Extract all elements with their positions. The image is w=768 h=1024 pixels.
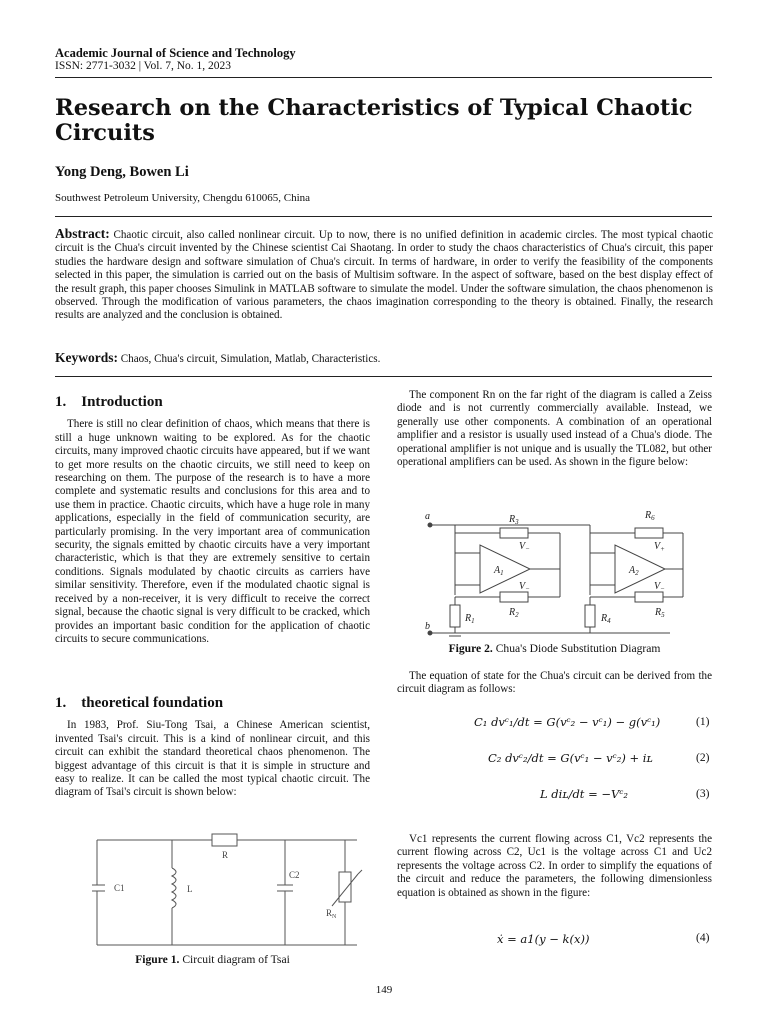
fig2-r5: $R_5$	[655, 607, 665, 619]
figure-2-caption	[397, 642, 712, 655]
fig2-r1: $R_1$	[465, 613, 475, 625]
authors: Yong Deng, Bowen Li	[55, 164, 189, 180]
section-heading-theory: 1. theoretical foundation	[55, 695, 224, 711]
right-paragraph-1: The component Rn on the far right of the diagram is called a Zeiss diode and is not currently commercially available. Instead, we generally use other components. A combination of an operational amplifier and a resistor is usually used instead of a Chua's diode. The operational amplifier is not unique and is usually the TL082, but other operational amplifiers can be used. As shown in the figure below:	[397, 389, 712, 469]
figure-1-caption	[55, 953, 370, 966]
fig2-r3: $R_3$	[509, 514, 519, 526]
equation-2-number: (2)	[696, 752, 710, 764]
right-column-para1	[397, 389, 712, 469]
affiliation: Southwest Petroleum University, Chengdu 610065, China	[55, 192, 311, 204]
keywords-rule	[55, 376, 712, 377]
title-rule	[55, 216, 712, 217]
fig2-r4: $R_4$	[601, 613, 611, 625]
equation-1: C₁ dvᶜ₁/dt = G(vᶜ₂ − vᶜ₁) − g(vᶜ₁)	[474, 715, 661, 729]
theory-paragraph: In 1983, Prof. Siu-Tong Tsai, a Chinese American scientist, invented Tsai's circuit. This is a kind of nonlinear circuit, and this circuit can exhibit the standard theoretical chaos phenomenon. The biggest advantage of this circuit is that it is simple in structure and easy to realize. It can be called the most typical chaotic circuit. The diagram of Tsai's circuit is shown below:	[55, 719, 370, 799]
fig2-node-b: b	[425, 621, 430, 632]
fig2-a1: $A_1$	[494, 565, 504, 577]
journal-name: Academic Journal of Science and Technology	[55, 46, 296, 60]
page-number: 149	[375, 984, 393, 996]
section-heading-introduction: 1. Introduction	[55, 394, 163, 410]
introduction-paragraph: There is still no clear definition of chaos, which means that there is still a huge unknown waiting to be explored. As for the chaotic circuits, many improved chaotic circuits have appeared, but if we want to get more results on the chaotic circuits, we still need to keep on researching on them. The purpose of the research is to have a more complete and systematic results and conclusions for this area and to use them in practice. Chaotic circuits, which have a huge role in many applications, especially in the field of communication security, are particularly promising. In the very important area of communication security, the signals emitted by chaotic circuits have a very important characteristic, which is that they are extremely sensitive to certain conditions. Signals modulated by chaotic circuits as carriers have similar sensitivity. Therefore, even if the modulated chaotic signal is received by a non-receiver, it is very difficult to receive the correct signal, because the chaotic signal is very difficult to be cracked, which provides an important basic condition for the application of chaotic circuits to secure communications.	[55, 418, 370, 645]
header-rule	[55, 77, 712, 78]
keywords	[55, 350, 713, 366]
fig2-vminus-3: $V_-$	[654, 581, 665, 593]
right-column-para3	[397, 833, 712, 900]
figure-1-circuit	[92, 830, 382, 952]
equation-1-number: (1)	[696, 716, 710, 728]
abstract-text: Chaotic circuit, also called nonlinear circuit. Up to now, there is no unified definition in academic circles. The most typical chaotic circuit is the Chua's circuit invented by the Chinese scientist Cai Shaotang. In order to study the chaos characteristics of Chua's circuit, this paper studies the hardware design and software simulation of Chua's circuit. In terms of hardware, in order to verify the feasibility of the components selected in this paper, the simulation is carried out on the basis of Multisim software. In the aspect of software, based on the best display effect of the result graph, this paper chooses Simulink in MATLAB software to simulate the model. Under the software simulation, the chaos phenomenon is observed. Through the modification of various parameters, the chaos imagination corresponding to the theory is obtained. Finally, the research results are analyzed and the conclusion is obtained.	[55, 229, 713, 322]
fig1-label-l: L	[187, 884, 193, 894]
keywords-text: Chaos, Chua's circuit, Simulation, Matlab, Characteristics.	[120, 353, 381, 365]
equation-4: ẋ = a1(y − k(x))	[497, 932, 590, 946]
fig2-vminus-2: $V_-$	[519, 581, 530, 593]
paper-title: Research on the Characteristics of Typical Chaotic Circuits	[55, 95, 693, 146]
abstract-label: Abstract:	[55, 226, 110, 241]
abstract	[55, 227, 713, 323]
right-column-para2	[397, 670, 712, 697]
fig2-node-a: a	[425, 511, 430, 522]
equation-3: L diʟ/dt = −Vᶜ₂	[540, 787, 628, 801]
right-paragraph-2: The equation of state for the Chua's circuit can be derived from the circuit diagram as follows:	[397, 670, 712, 696]
equation-2: C₂ dvᶜ₂/dt = G(vᶜ₁ − vᶜ₂) + iʟ	[488, 751, 653, 765]
figure-1-label: Figure 1.	[135, 953, 180, 966]
right-paragraph-3: Vc1 represents the current flowing across C1, Vc2 represents the current flowing across C2, Uc1 is the voltage across C1 and Uc2 represents the voltage across C2. In order to simplify the equations of the circuit and reduce the parameters, the following dimensionless equation is obtained as shown in the figure:	[397, 833, 712, 899]
fig2-r6: $R_6$	[645, 510, 655, 522]
left-column-2	[55, 697, 370, 800]
fig2-vminus-1: $V_-$	[519, 541, 530, 553]
left-column	[55, 396, 370, 646]
fig2-a2: $A_2$	[629, 565, 639, 577]
keywords-label: Keywords:	[55, 350, 118, 365]
equation-4-number: (4)	[696, 932, 710, 944]
fig2-r2: $R_2$	[509, 607, 519, 619]
figure-1-caption-text: Circuit diagram of Tsai	[182, 953, 290, 966]
figure-2-caption-text: Chua's Diode Substitution Diagram	[495, 642, 661, 655]
figure-2-circuit	[425, 505, 695, 639]
fig1-label-r: R	[222, 850, 229, 860]
fig2-vplus: $V_+$	[654, 541, 665, 553]
fig1-label-c2: C2	[289, 870, 300, 880]
equation-3-number: (3)	[696, 788, 710, 800]
issn-line: ISSN: 2771-3032 | Vol. 7, No. 1, 2023	[55, 60, 231, 72]
fig1-label-rn: $R_N$	[326, 908, 337, 920]
figure-2-label: Figure 2.	[448, 642, 493, 655]
fig1-label-c1: C1	[114, 883, 125, 893]
